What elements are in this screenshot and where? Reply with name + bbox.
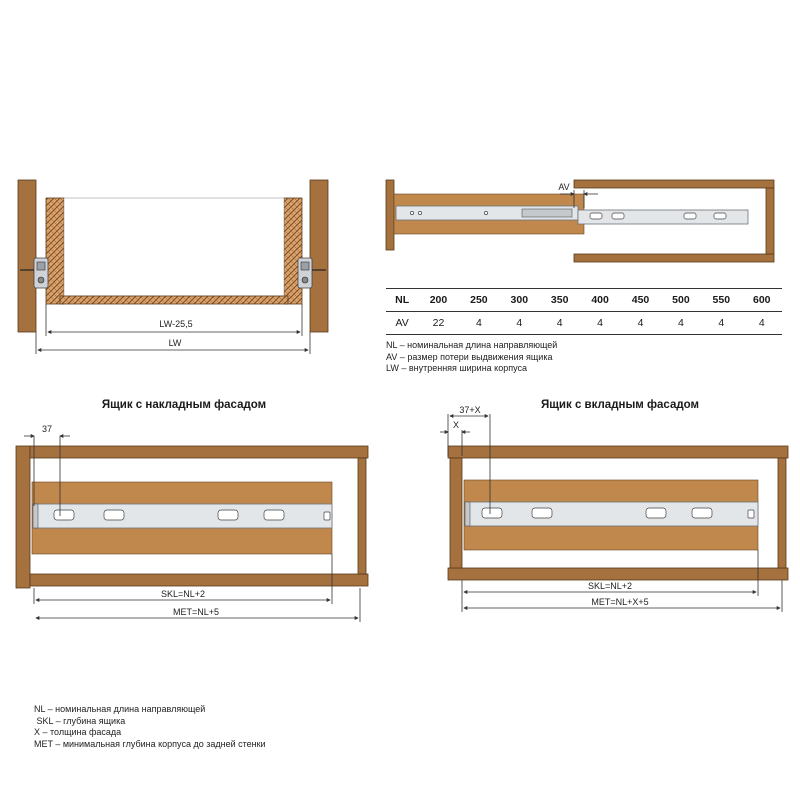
overlay-front-diagram [16, 424, 368, 622]
cabinet-top-left [30, 446, 368, 458]
legend-item: LW – внутренняя ширина корпуса [386, 363, 527, 373]
legend-item: MET – минимальная глубина корпуса до задней стенки [34, 738, 266, 749]
legend-item: X – толщина фасада [34, 727, 122, 737]
spec-nl-cell: 300 [499, 289, 539, 312]
inset-front-panel [450, 458, 462, 568]
extension-view [386, 180, 774, 262]
spec-row-label: AV [386, 312, 418, 335]
cabinet-top [574, 180, 774, 188]
spec-av-cell: 4 [661, 312, 701, 335]
title-inset-front: Ящик с вкладным фасадом [540, 399, 700, 411]
cabinet-bottom-left [30, 574, 368, 586]
spec-av-cell: 4 [580, 312, 620, 335]
spec-header-label: NL [386, 289, 418, 312]
label-met-left: MET=NL+5 [172, 607, 220, 617]
front-panel [386, 180, 394, 250]
spec-nl-cell: 550 [701, 289, 741, 312]
inset-front-diagram [440, 405, 788, 612]
spec-nl-cell: 350 [539, 289, 579, 312]
spec-av-cell: 22 [418, 312, 458, 335]
label-37: 37 [41, 424, 53, 434]
label-met-right: MET=NL+X+5 [591, 597, 649, 607]
spec-av-cell: 4 [499, 312, 539, 335]
title-overlay-front: Ящик с накладным фасадом [101, 399, 267, 411]
spec-table [386, 288, 782, 335]
cabinet-side-right [310, 180, 328, 332]
legend-item: AV – размер потери выдвижения ящика [386, 351, 553, 362]
drawer-side-left [46, 198, 64, 304]
cabinet-back [766, 188, 774, 254]
drawer-bottom [60, 296, 288, 304]
cabinet-side-left [18, 180, 36, 332]
legend-bottom [34, 704, 266, 750]
label-skl-right: SKL=NL+2 [587, 581, 633, 591]
label-lw: LW [168, 338, 182, 348]
spec-nl-cell: 400 [580, 289, 620, 312]
overlay-front-panel [16, 446, 30, 588]
rail-right-view [466, 502, 758, 526]
label-x: X [452, 420, 460, 430]
label-skl-left: SKL=NL+2 [160, 589, 206, 599]
spec-row-av [386, 312, 782, 335]
legend-item: NL – номинальная длина направляющей [34, 704, 206, 714]
legend-item: SKL – глубина ящика [34, 715, 126, 726]
spec-av-cell: 4 [459, 312, 499, 335]
spec-nl-cell: 600 [742, 289, 782, 312]
cabinet-bottom-right [448, 568, 788, 580]
spec-nl-cell: 450 [620, 289, 660, 312]
cabinet-back-right [778, 458, 786, 568]
spec-av-cell: 4 [701, 312, 741, 335]
cross-section-view [18, 180, 328, 354]
spec-av-cell: 4 [742, 312, 782, 335]
legend-item: NL – номинальная длина направляющей [386, 340, 558, 350]
label-lw-inner: LW-25,5 [159, 319, 193, 329]
spec-row-nl [386, 289, 782, 312]
cabinet-back-left [358, 458, 366, 574]
drawer-interior [64, 198, 284, 296]
label-37x: 37+X [459, 405, 481, 415]
cabinet-top-right [448, 446, 788, 458]
spec-nl-cell: 500 [661, 289, 701, 312]
spec-nl-cell: 250 [459, 289, 499, 312]
cabinet-bottom [574, 254, 774, 262]
spec-av-cell: 4 [620, 312, 660, 335]
spec-av-cell: 4 [539, 312, 579, 335]
rail-left-view [34, 504, 332, 528]
label-av: AV [558, 182, 570, 192]
legend-top [386, 340, 557, 375]
spec-nl-cell: 200 [418, 289, 458, 312]
